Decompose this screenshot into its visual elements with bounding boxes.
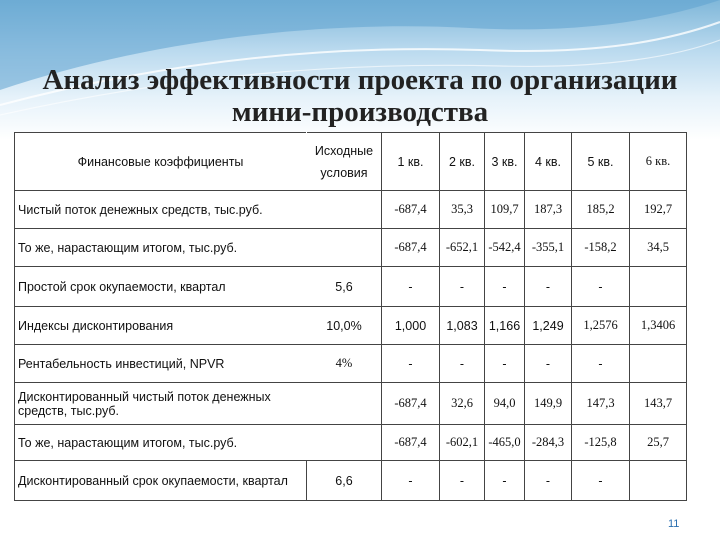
row-value: -652,1: [440, 229, 485, 267]
row-value: -: [525, 461, 572, 501]
table-row: [15, 307, 687, 345]
row-value: 34,5: [630, 229, 687, 267]
row-initial: 10,0%: [307, 307, 382, 345]
row-value: 1,249: [525, 307, 572, 345]
row-value: -: [525, 345, 572, 383]
row-value: -125,8: [572, 425, 630, 461]
row-initial: 5,6: [307, 267, 382, 307]
row-value: -: [485, 461, 525, 501]
row-value: -465,0: [485, 425, 525, 461]
row-value: -687,4: [382, 383, 440, 425]
row-value: 1,000: [382, 307, 440, 345]
row-value: -: [382, 345, 440, 383]
row-initial: [307, 383, 382, 425]
row-value: -687,4: [382, 191, 440, 229]
table-row: [15, 345, 687, 383]
row-value: [630, 267, 687, 307]
header-q5: 5 кв.: [572, 133, 630, 191]
row-value: 1,083: [440, 307, 485, 345]
row-value: -687,4: [382, 425, 440, 461]
header-q6: 6 кв.: [630, 133, 687, 191]
row-value: 187,3: [525, 191, 572, 229]
row-value: -: [572, 461, 630, 501]
row-initial: 6,6: [307, 461, 382, 501]
header-q3: 3 кв.: [485, 133, 525, 191]
table-row: [15, 383, 687, 425]
table-row: [15, 425, 687, 461]
row-value: 149,9: [525, 383, 572, 425]
row-value: [630, 461, 687, 501]
row-value: -: [440, 267, 485, 307]
header-label-cell: Финансовые коэффициенты: [15, 133, 307, 191]
row-value: 185,2: [572, 191, 630, 229]
header-initial-cell: Исходные условия: [307, 133, 382, 191]
header-q4: 4 кв.: [525, 133, 572, 191]
financial-table: [14, 132, 687, 501]
row-value: 1,3406: [630, 307, 687, 345]
table-row: [15, 267, 687, 307]
row-value: -: [572, 267, 630, 307]
row-label: То же, нарастающим итогом, тыс.руб.: [15, 229, 307, 267]
row-value: -: [525, 267, 572, 307]
header-q2: 2 кв.: [440, 133, 485, 191]
row-value: -158,2: [572, 229, 630, 267]
row-value: -284,3: [525, 425, 572, 461]
row-value: 1,2576: [572, 307, 630, 345]
slide-title: [0, 64, 720, 128]
row-value: -: [440, 345, 485, 383]
page-number: 11: [668, 518, 680, 530]
row-value: 109,7: [485, 191, 525, 229]
header-row: [15, 133, 687, 191]
row-initial: [307, 229, 382, 267]
row-value: 32,6: [440, 383, 485, 425]
row-value: -355,1: [525, 229, 572, 267]
row-initial: [307, 425, 382, 461]
row-label: Дисконтированный чистый поток денежных средств, тыс.руб.: [15, 383, 307, 425]
row-value: 147,3: [572, 383, 630, 425]
row-initial: 4%: [307, 345, 382, 383]
row-value: 1,166: [485, 307, 525, 345]
row-value: -: [382, 461, 440, 501]
row-value: [630, 345, 687, 383]
row-value: -: [485, 267, 525, 307]
row-value: -542,4: [485, 229, 525, 267]
header-q1: 1 кв.: [382, 133, 440, 191]
row-value: 94,0: [485, 383, 525, 425]
table-row: [15, 191, 687, 229]
row-initial: [307, 191, 382, 229]
row-value: -: [382, 267, 440, 307]
row-label: Простой срок окупаемости, квартал: [15, 267, 307, 307]
row-value: 192,7: [630, 191, 687, 229]
row-value: -: [485, 345, 525, 383]
row-value: -: [440, 461, 485, 501]
row-value: -: [572, 345, 630, 383]
row-value: 35,3: [440, 191, 485, 229]
row-label: То же, нарастающим итогом, тыс.руб.: [15, 425, 307, 461]
row-value: 143,7: [630, 383, 687, 425]
row-value: -687,4: [382, 229, 440, 267]
table-row: [15, 229, 687, 267]
row-label: Индексы дисконтирования: [15, 307, 307, 345]
title-line-1: Анализ эффективности проекта по организации: [42, 64, 678, 96]
title-line-2: мини-производства: [231, 96, 489, 128]
row-label: Чистый поток денежных средств, тыс.руб.: [15, 191, 307, 229]
row-value: -602,1: [440, 425, 485, 461]
row-label: Дисконтированный срок окупаемости, квартал: [15, 461, 307, 501]
row-value: 25,7: [630, 425, 687, 461]
table-row: [15, 461, 687, 501]
row-label: Рентабельность инвестиций, NPVR: [15, 345, 307, 383]
